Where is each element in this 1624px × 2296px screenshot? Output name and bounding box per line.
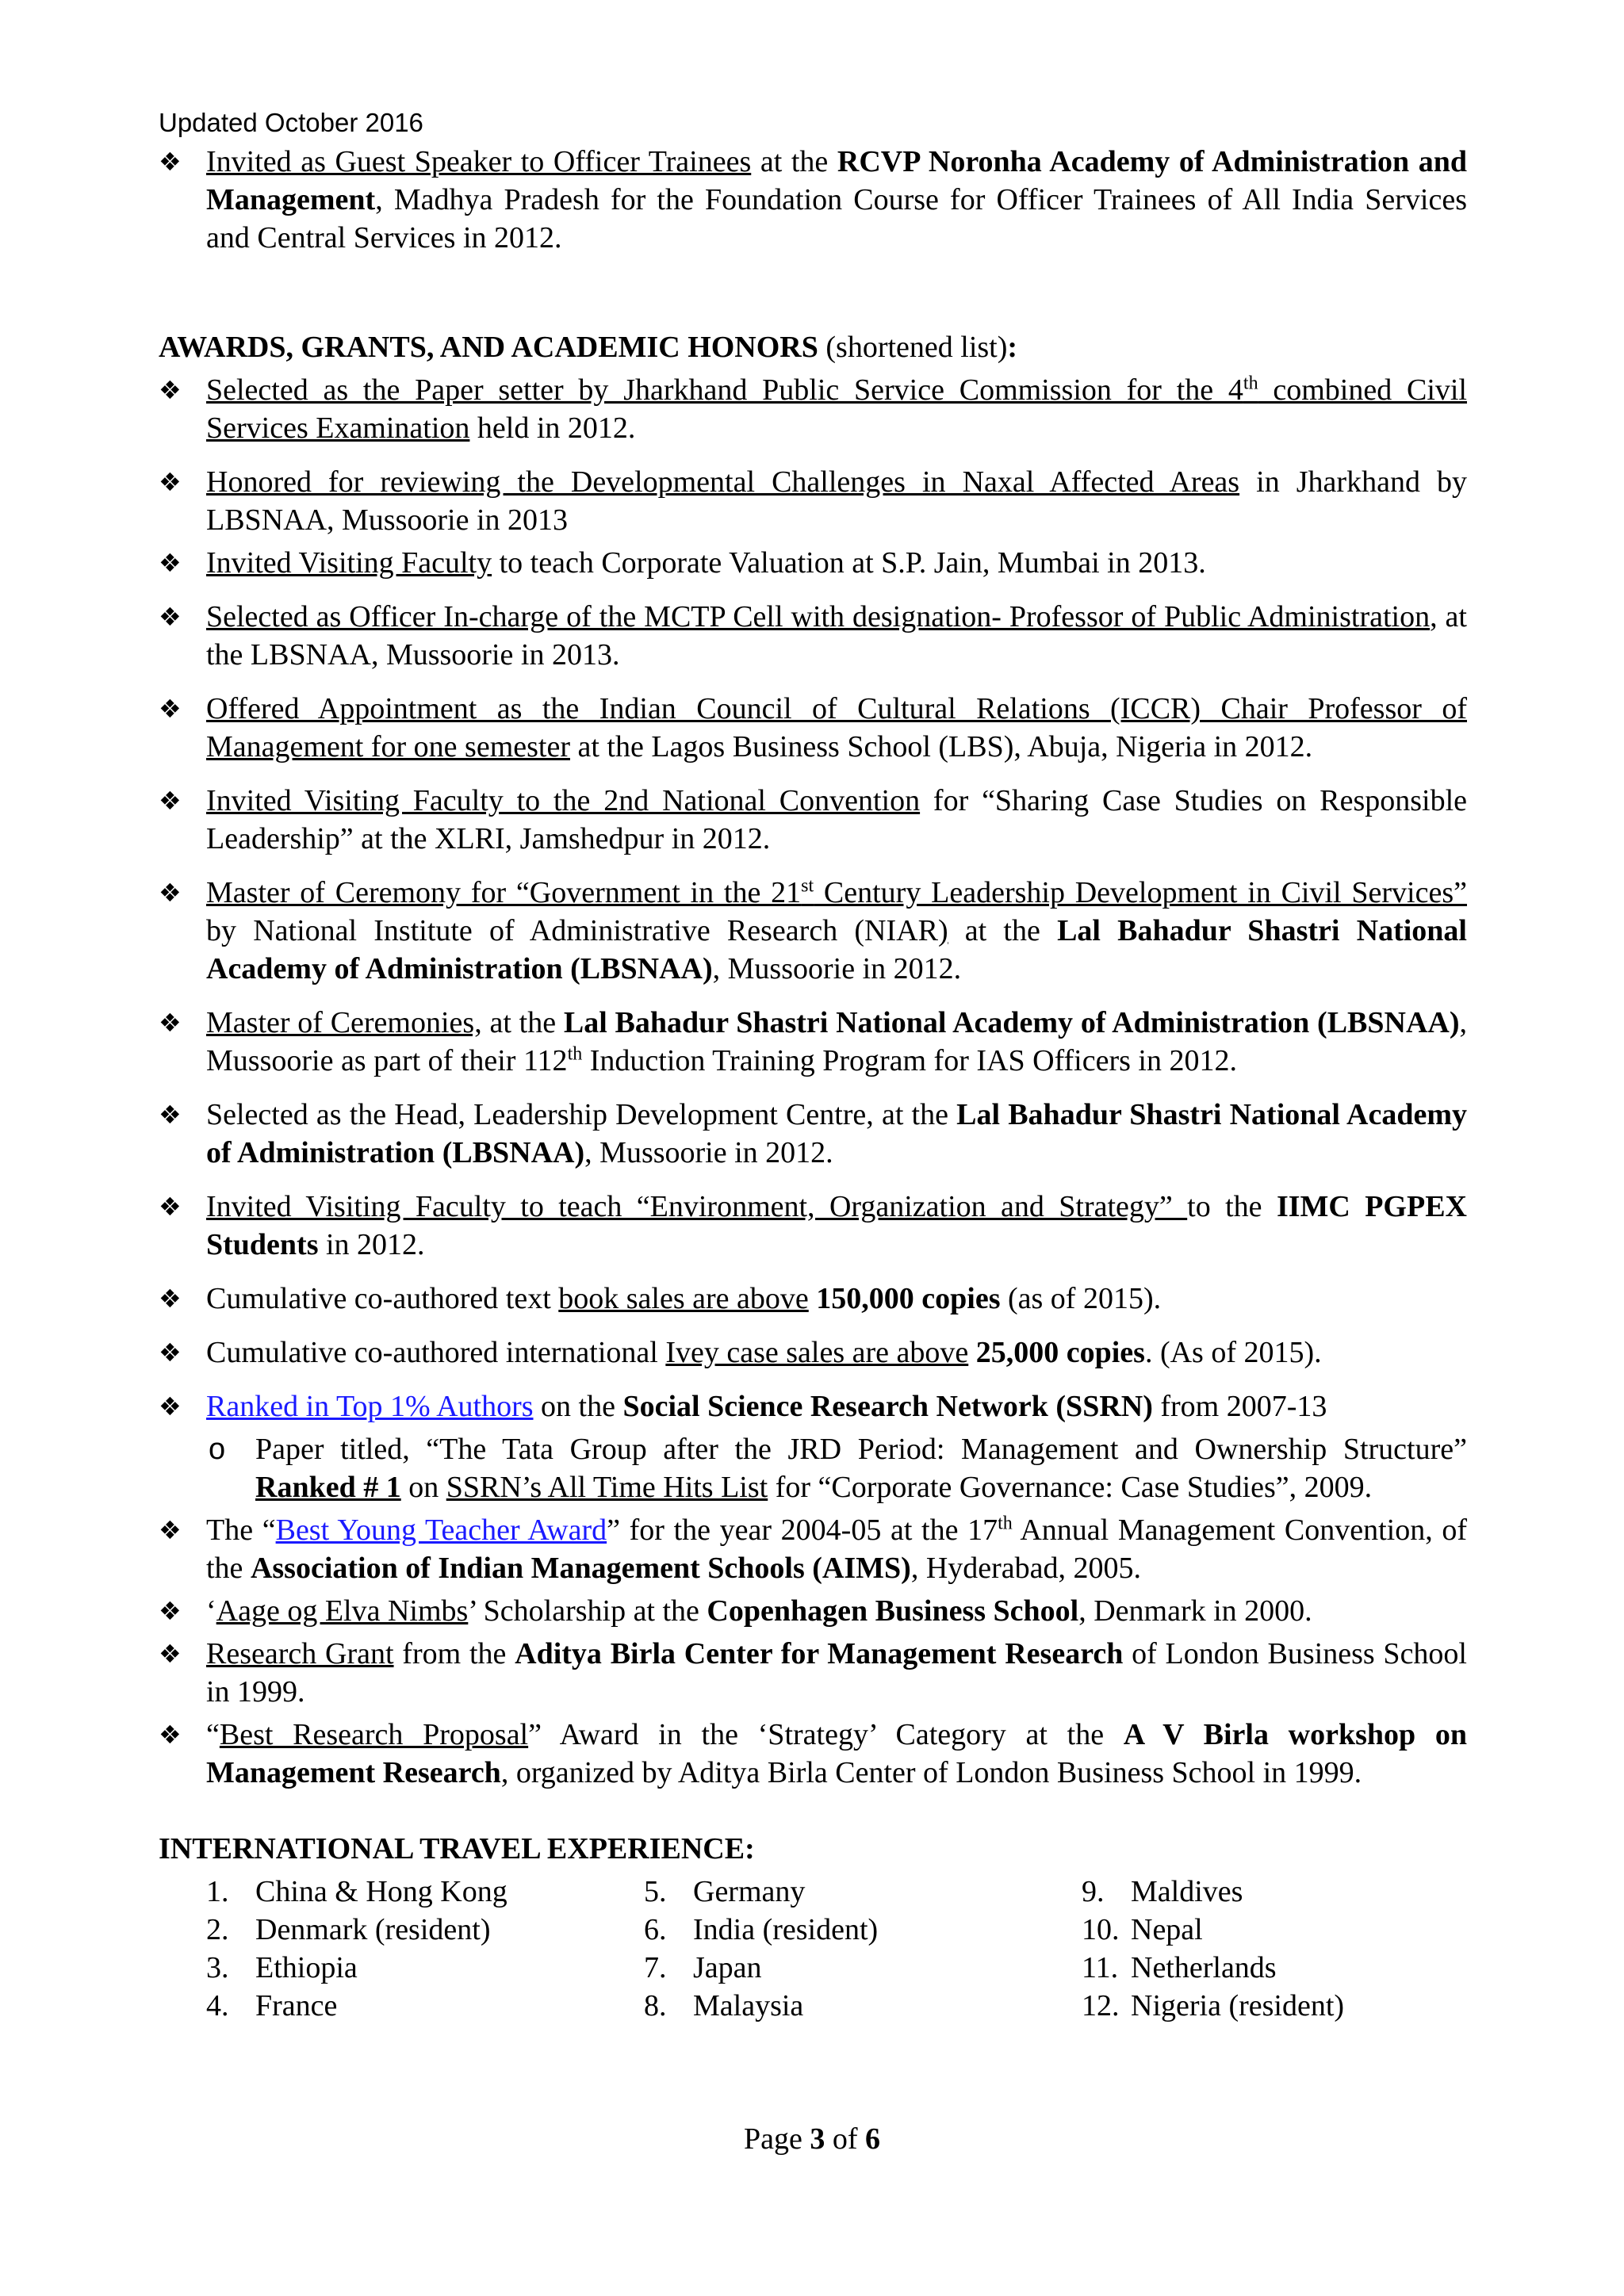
award-item: ❖ Invited Visiting Faculty to teach “Environment, Organization and Strategy” to the IIMC PGPEX Students in 2012. — [159, 1188, 1467, 1264]
diamond-bullet-icon: ❖ — [159, 375, 182, 405]
awards-heading: AWARDS, GRANTS, AND ACADEMIC HONORS (shortened list): — [159, 331, 1018, 364]
award-item: ❖ Ranked in Top 1% Authors on the Social Science Research Network (SSRN) from 2007-13 — [159, 1387, 1467, 1425]
diamond-bullet-icon: ❖ — [159, 786, 182, 816]
award-item: ❖ Invited Visiting Faculty to teach Corporate Valuation at S.P. Jain, Mumbai in 2013. — [159, 544, 1467, 582]
travel-list — [206, 1873, 1467, 2031]
diamond-bullet-icon: ❖ — [159, 1515, 182, 1545]
ssrn-ranking-link[interactable]: Ranked in Top 1% Authors — [206, 1390, 534, 1423]
award-item: ❖ The “Best Young Teacher Award” for the year 2004-05 at the 17th Annual Management Convention, of the Association of Indian Management Schools (AIMS), Hyderabad, 2005. — [159, 1511, 1467, 1587]
country-item: 8. Malaysia — [644, 1989, 804, 2022]
diamond-bullet-icon: ❖ — [159, 1284, 182, 1314]
travel-column-2 — [644, 1873, 878, 2025]
diamond-bullet-icon: ❖ — [159, 1596, 182, 1626]
award-item: ❖ Selected as the Head, Leadership Development Centre, at the Lal Bahadur Shastri National Academy of Administration (LBSNAA), Mussoorie in 2012. — [159, 1096, 1467, 1172]
country-item: 7. Japan — [644, 1951, 762, 1984]
award-item: ❖ Cumulative co-authored text book sales are above 150,000 copies (as of 2015). — [159, 1280, 1467, 1318]
travel-column-1 — [206, 1873, 508, 2025]
page-number: Page 3 of 6 — [743, 2122, 881, 2156]
award-item: ❖ Offered Appointment as the Indian Council of Cultural Relations (ICCR) Chair Professor of Management for one semester at the Lagos Business School (LBS), Abuja, Nigeria in 2012. — [159, 690, 1467, 766]
country-item: 3. Ethiopia — [206, 1951, 358, 1984]
award-item: ❖ Honored for reviewing the Developmental Challenges in Naxal Affected Areas in Jharkhand by LBSNAA, Mussoorie in 2013 — [159, 463, 1467, 539]
travel-column-3 — [1082, 1873, 1344, 2025]
best-young-teacher-link[interactable]: Best Young Teacher Award — [275, 1513, 607, 1547]
country-item: 5. Germany — [644, 1875, 806, 1908]
award-item: ❖ Cumulative co-authored international Ivey case sales are above 25,000 copies. (As of 2015). — [159, 1334, 1467, 1372]
diamond-bullet-icon: ❖ — [159, 1391, 182, 1422]
country-item: 12. Nigeria (resident) — [1082, 1989, 1345, 2022]
intro-item: ❖ Invited as Guest Speaker to Officer Trainees at the RCVP Noronha Academy of Administration and Management, Madhya Pradesh for the Foundation Course for Officer Trainees of All India Services and Central Services in 2012. — [159, 143, 1467, 257]
country-item: 6. India (resident) — [644, 1913, 879, 1946]
award-item: ❖ ‘Aage og Elva Nimbs’ Scholarship at the Copenhagen Business School, Denmark in 2000. — [159, 1592, 1467, 1630]
updated-date: Updated October 2016 — [159, 108, 423, 137]
travel-heading: INTERNATIONAL TRAVEL EXPERIENCE: — [159, 1832, 755, 1866]
diamond-bullet-icon: ❖ — [159, 1008, 182, 1038]
diamond-bullet-icon: ❖ — [159, 467, 182, 497]
award-item: ❖ Research Grant from the Aditya Birla Center for Management Research of London Business School in 1999. — [159, 1635, 1467, 1711]
country-item: 11. Netherlands — [1082, 1951, 1277, 1984]
award-item: ❖ Master of Ceremonies, at the Lal Bahadur Shastri National Academy of Administration (LBSNAA), Mussoorie as part of their 112th Induction Training Program for IAS Officers in 2012. — [159, 1004, 1467, 1080]
diamond-bullet-icon: ❖ — [159, 147, 182, 177]
diamond-bullet-icon: ❖ — [159, 1100, 182, 1130]
country-item: 2. Denmark (resident) — [206, 1913, 491, 1946]
award-item: ❖ Selected as the Paper setter by Jharkhand Public Service Commission for the 4th combined Civil Services Examination held in 2012. — [159, 371, 1467, 447]
diamond-bullet-icon: ❖ — [159, 1337, 182, 1368]
diamond-bullet-icon: ❖ — [159, 1192, 182, 1222]
diamond-bullet-icon: ❖ — [159, 878, 182, 908]
country-item: 9. Maldives — [1082, 1875, 1243, 1908]
diamond-bullet-icon: ❖ — [159, 1639, 182, 1669]
country-item: 10. Nepal — [1082, 1913, 1203, 1946]
diamond-bullet-icon: ❖ — [159, 548, 182, 578]
page-content — [159, 143, 1467, 2031]
circle-bullet-icon: o — [209, 1433, 226, 1466]
award-item: ❖ Selected as Officer In-charge of the MCTP Cell with designation- Professor of Public Administration, at the LBSNAA, Mussoorie in 2013. — [159, 598, 1467, 674]
diamond-bullet-icon: ❖ — [159, 602, 182, 632]
award-item: ❖ “Best Research Proposal” Award in the ‘Strategy’ Category at the A V Birla workshop on Management Research, organized by Aditya Birla Center of London Business School in 1999. — [159, 1716, 1467, 1792]
diamond-bullet-icon: ❖ — [159, 694, 182, 724]
country-item: 1. China & Hong Kong — [206, 1875, 508, 1908]
award-item: ❖ Invited Visiting Faculty to the 2nd National Convention for “Sharing Case Studies on Responsible Leadership” at the XLRI, Jamshedpur in 2012. — [159, 782, 1467, 858]
award-sub-item: o Paper titled, “The Tata Group after the JRD Period: Management and Ownership Structure” Ranked # 1 on SSRN’s All Time Hits List for “Corporate Governance: Case Studies”, 2009. — [159, 1430, 1467, 1506]
diamond-bullet-icon: ❖ — [159, 1720, 182, 1750]
award-item: ❖ Master of Ceremony for “Government in the 21st Century Leadership Development in Civil Services” by National Institute of Administrative Research (NIAR) at the Lal Bahadur Shastri National Academy of Administration (LBSNAA), Mussoorie in 2012. — [159, 874, 1467, 988]
country-item: 4. France — [206, 1989, 338, 2022]
